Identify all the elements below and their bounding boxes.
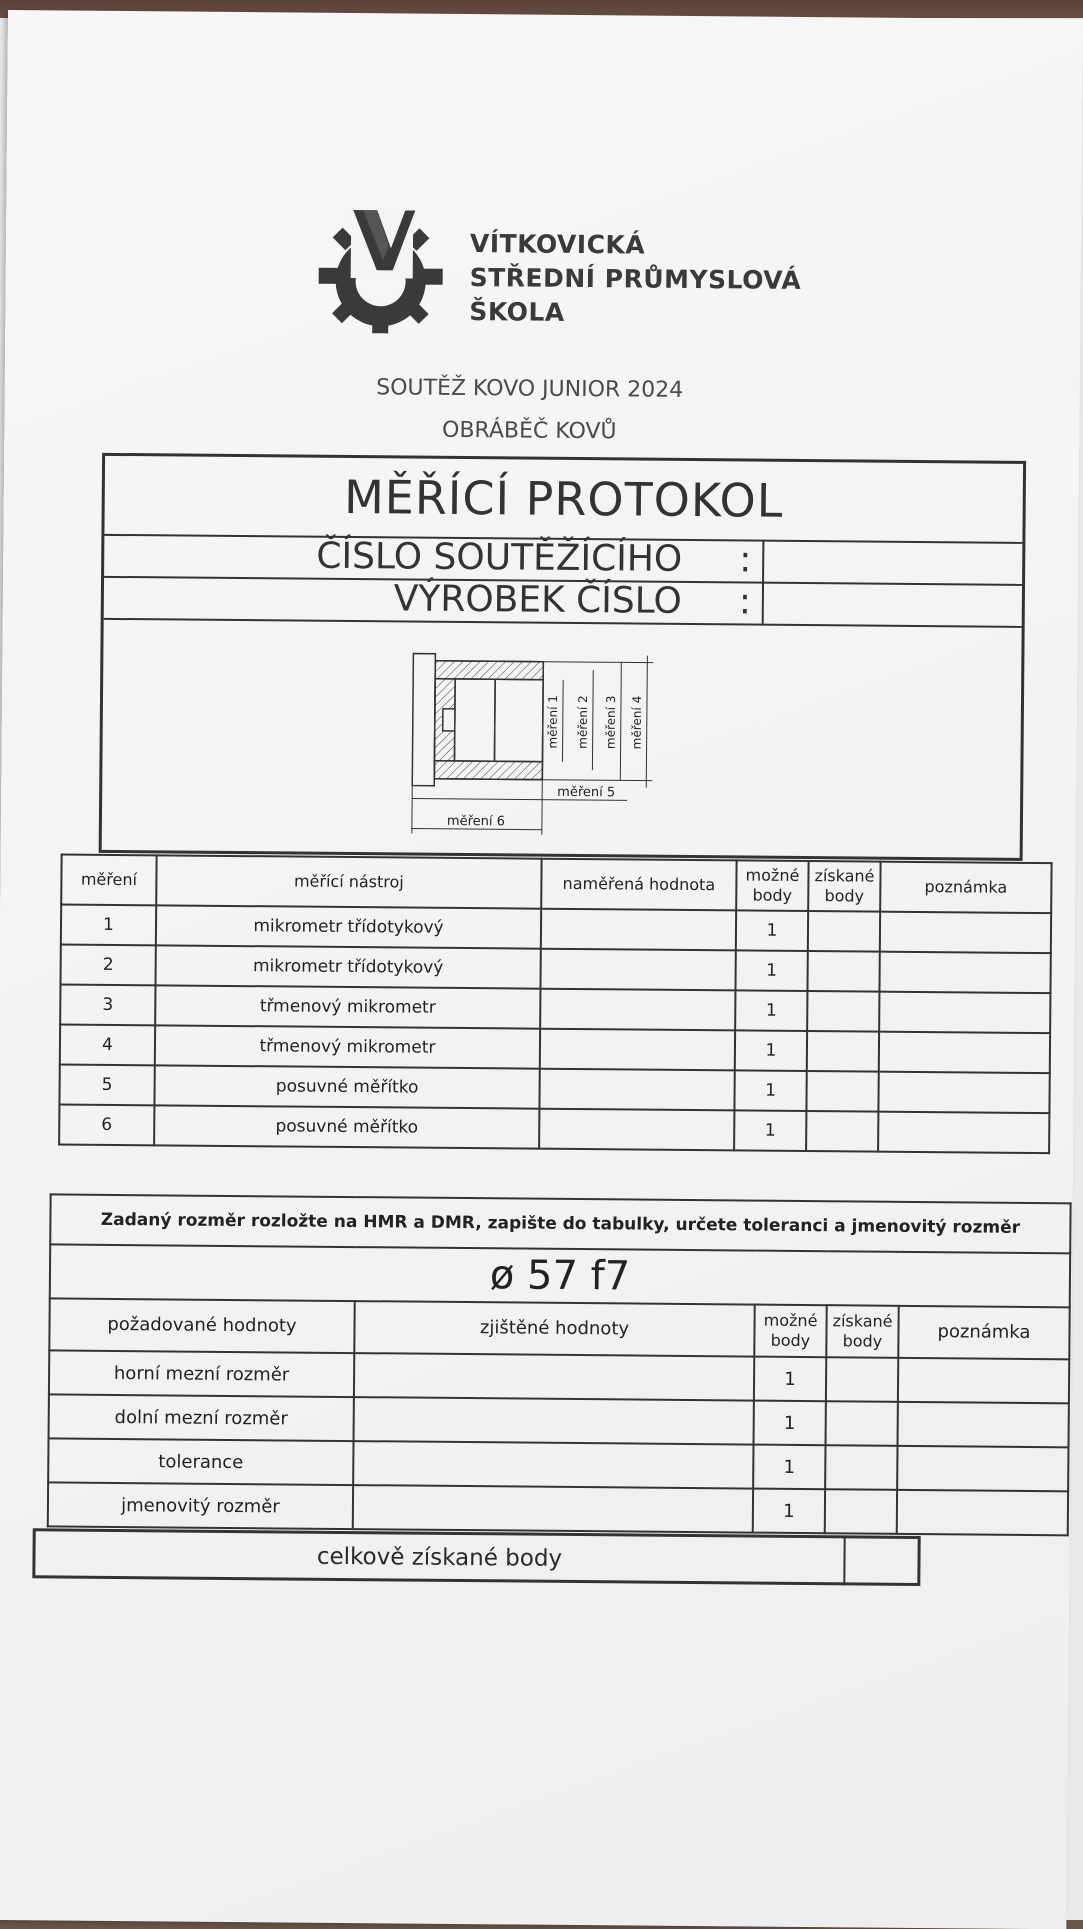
competitor-number-label: ČÍSLO SOUTĚŽÍCÍHO	[316, 536, 682, 581]
note-cell[interactable]	[897, 1446, 1068, 1491]
earned-points-cell[interactable]	[806, 1071, 878, 1112]
note-cell[interactable]	[880, 912, 1051, 953]
earned-points-cell[interactable]	[807, 951, 879, 992]
header-cell: poznámka	[898, 1306, 1069, 1359]
discipline-title: OBRÁBĚČ KOVŮ	[4, 414, 1054, 448]
header-cell: požadované hodnoty	[49, 1298, 354, 1353]
note-cell[interactable]	[879, 1032, 1050, 1073]
header-cell: možné body	[754, 1305, 826, 1358]
measured-value-cell[interactable]	[541, 909, 736, 951]
measurement-1-label: měření 1	[546, 695, 560, 749]
measured-value-cell[interactable]	[539, 1069, 734, 1111]
possible-points: 1	[736, 910, 808, 951]
possible-points: 1	[754, 1401, 826, 1446]
school-name	[469, 227, 801, 332]
earned-points-cell[interactable]	[825, 1489, 897, 1534]
header-cell: naměřená hodnota	[541, 859, 736, 911]
possible-points: 1	[735, 1030, 807, 1071]
found-value-cell[interactable]	[353, 1441, 753, 1488]
measured-value-cell[interactable]	[540, 949, 735, 991]
school-line-1: VÍTKOVICKÁ	[470, 227, 802, 264]
possible-points: 1	[735, 950, 807, 991]
note-cell[interactable]	[898, 1358, 1069, 1403]
note-cell[interactable]	[879, 992, 1050, 1033]
note-cell[interactable]	[878, 1072, 1049, 1113]
given-dimension: ø 57 f7	[50, 1244, 1070, 1307]
colon: :	[739, 581, 752, 623]
measurement-table	[58, 853, 1053, 1154]
measurement-number: 3	[60, 984, 155, 1025]
school-line-3: ŠKOLA	[469, 295, 801, 332]
tool-name: třmenový mikrometr	[155, 1025, 540, 1068]
protocol-title: MĚŘÍCÍ PROTOKOL	[104, 456, 1023, 544]
product-number-row	[104, 576, 1022, 628]
possible-points: 1	[753, 1489, 825, 1534]
table-row	[48, 1482, 1068, 1535]
part-drawing	[382, 638, 674, 841]
measured-value-cell[interactable]	[540, 1029, 735, 1071]
possible-points: 1	[754, 1357, 826, 1402]
required-value-label: tolerance	[48, 1438, 353, 1485]
measurement-2-label: měření 2	[576, 695, 590, 749]
possible-points: 1	[753, 1445, 825, 1490]
tool-name: mikrometr třídotykový	[156, 905, 541, 948]
possible-points: 1	[734, 1110, 806, 1151]
school-logo-gear-icon	[310, 208, 451, 344]
total-points-row	[32, 1528, 920, 1586]
total-points-label: celkově získané body	[35, 1531, 843, 1584]
earned-points-cell[interactable]	[826, 1357, 898, 1402]
measurement-number: 2	[60, 944, 155, 985]
note-cell[interactable]	[878, 1112, 1049, 1153]
found-value-cell[interactable]	[353, 1485, 753, 1532]
header-cell: získané body	[826, 1305, 898, 1358]
tool-name: mikrometr třídotykový	[155, 945, 540, 988]
header-cell: možné body	[736, 860, 808, 911]
header-cell: zjištěné hodnoty	[354, 1301, 754, 1356]
earned-points-cell[interactable]	[806, 1111, 878, 1152]
note-cell[interactable]	[879, 952, 1050, 993]
possible-points: 1	[734, 1070, 806, 1111]
measurement-number: 6	[59, 1104, 154, 1145]
measurement-5-label: měření 5	[557, 785, 615, 801]
tool-name: posuvné měřítko	[154, 1065, 539, 1108]
possible-points: 1	[735, 990, 807, 1031]
document-page	[0, 10, 1083, 1929]
task-instruction: Zadaný rozměr rozložte na HMR a DMR, zapište do tabulky, určete toleranci a jmenovitý rozměr	[50, 1194, 1070, 1253]
tolerance-table	[47, 1193, 1072, 1536]
required-value-label: jmenovitý rozměr	[48, 1482, 353, 1529]
earned-points-cell[interactable]	[825, 1445, 897, 1490]
tool-name: posuvné měřítko	[154, 1105, 539, 1148]
found-value-cell[interactable]	[354, 1397, 754, 1444]
earned-points-cell[interactable]	[807, 991, 879, 1032]
competition-title: SOUTĚŽ KOVO JUNIOR 2024	[5, 372, 1055, 406]
header-cell: měření	[61, 855, 156, 906]
measurement-number: 4	[60, 1024, 155, 1065]
earned-points-cell[interactable]	[808, 911, 880, 952]
required-value-label: dolní mezní rozměr	[49, 1394, 354, 1441]
measured-value-cell[interactable]	[539, 1109, 734, 1151]
measurement-number: 1	[61, 904, 156, 945]
school-line-2: STŘEDNÍ PRŮMYSLOVÁ	[470, 261, 802, 298]
required-value-label: horní mezní rozměr	[49, 1350, 354, 1397]
note-cell[interactable]	[897, 1490, 1068, 1535]
earned-points-cell[interactable]	[826, 1401, 898, 1446]
earned-points-cell[interactable]	[807, 1031, 879, 1072]
table-header-row	[61, 855, 1051, 914]
tool-name: třmenový mikrometr	[155, 985, 540, 1028]
header-cell: měřící nástroj	[156, 855, 541, 908]
colon: :	[739, 539, 752, 581]
measured-value-cell[interactable]	[540, 989, 735, 1031]
total-points-cell[interactable]	[843, 1535, 845, 1585]
measurement-number: 5	[59, 1064, 154, 1105]
competitor-number-field[interactable]	[762, 540, 764, 582]
header-cell: získané body	[808, 861, 880, 912]
measurement-3-label: měření 3	[604, 695, 618, 749]
found-value-cell[interactable]	[354, 1353, 754, 1400]
measurement-6-label: měření 6	[447, 814, 505, 830]
measurement-4-label: měření 4	[630, 696, 644, 750]
product-number-label: VÝROBEK ČÍSLO	[394, 578, 683, 623]
table-row	[59, 1104, 1049, 1153]
protocol-box	[99, 453, 1026, 861]
product-number-field[interactable]	[762, 582, 764, 624]
header-cell: poznámka	[880, 862, 1051, 913]
table-header-row	[49, 1298, 1069, 1359]
note-cell[interactable]	[898, 1402, 1069, 1447]
